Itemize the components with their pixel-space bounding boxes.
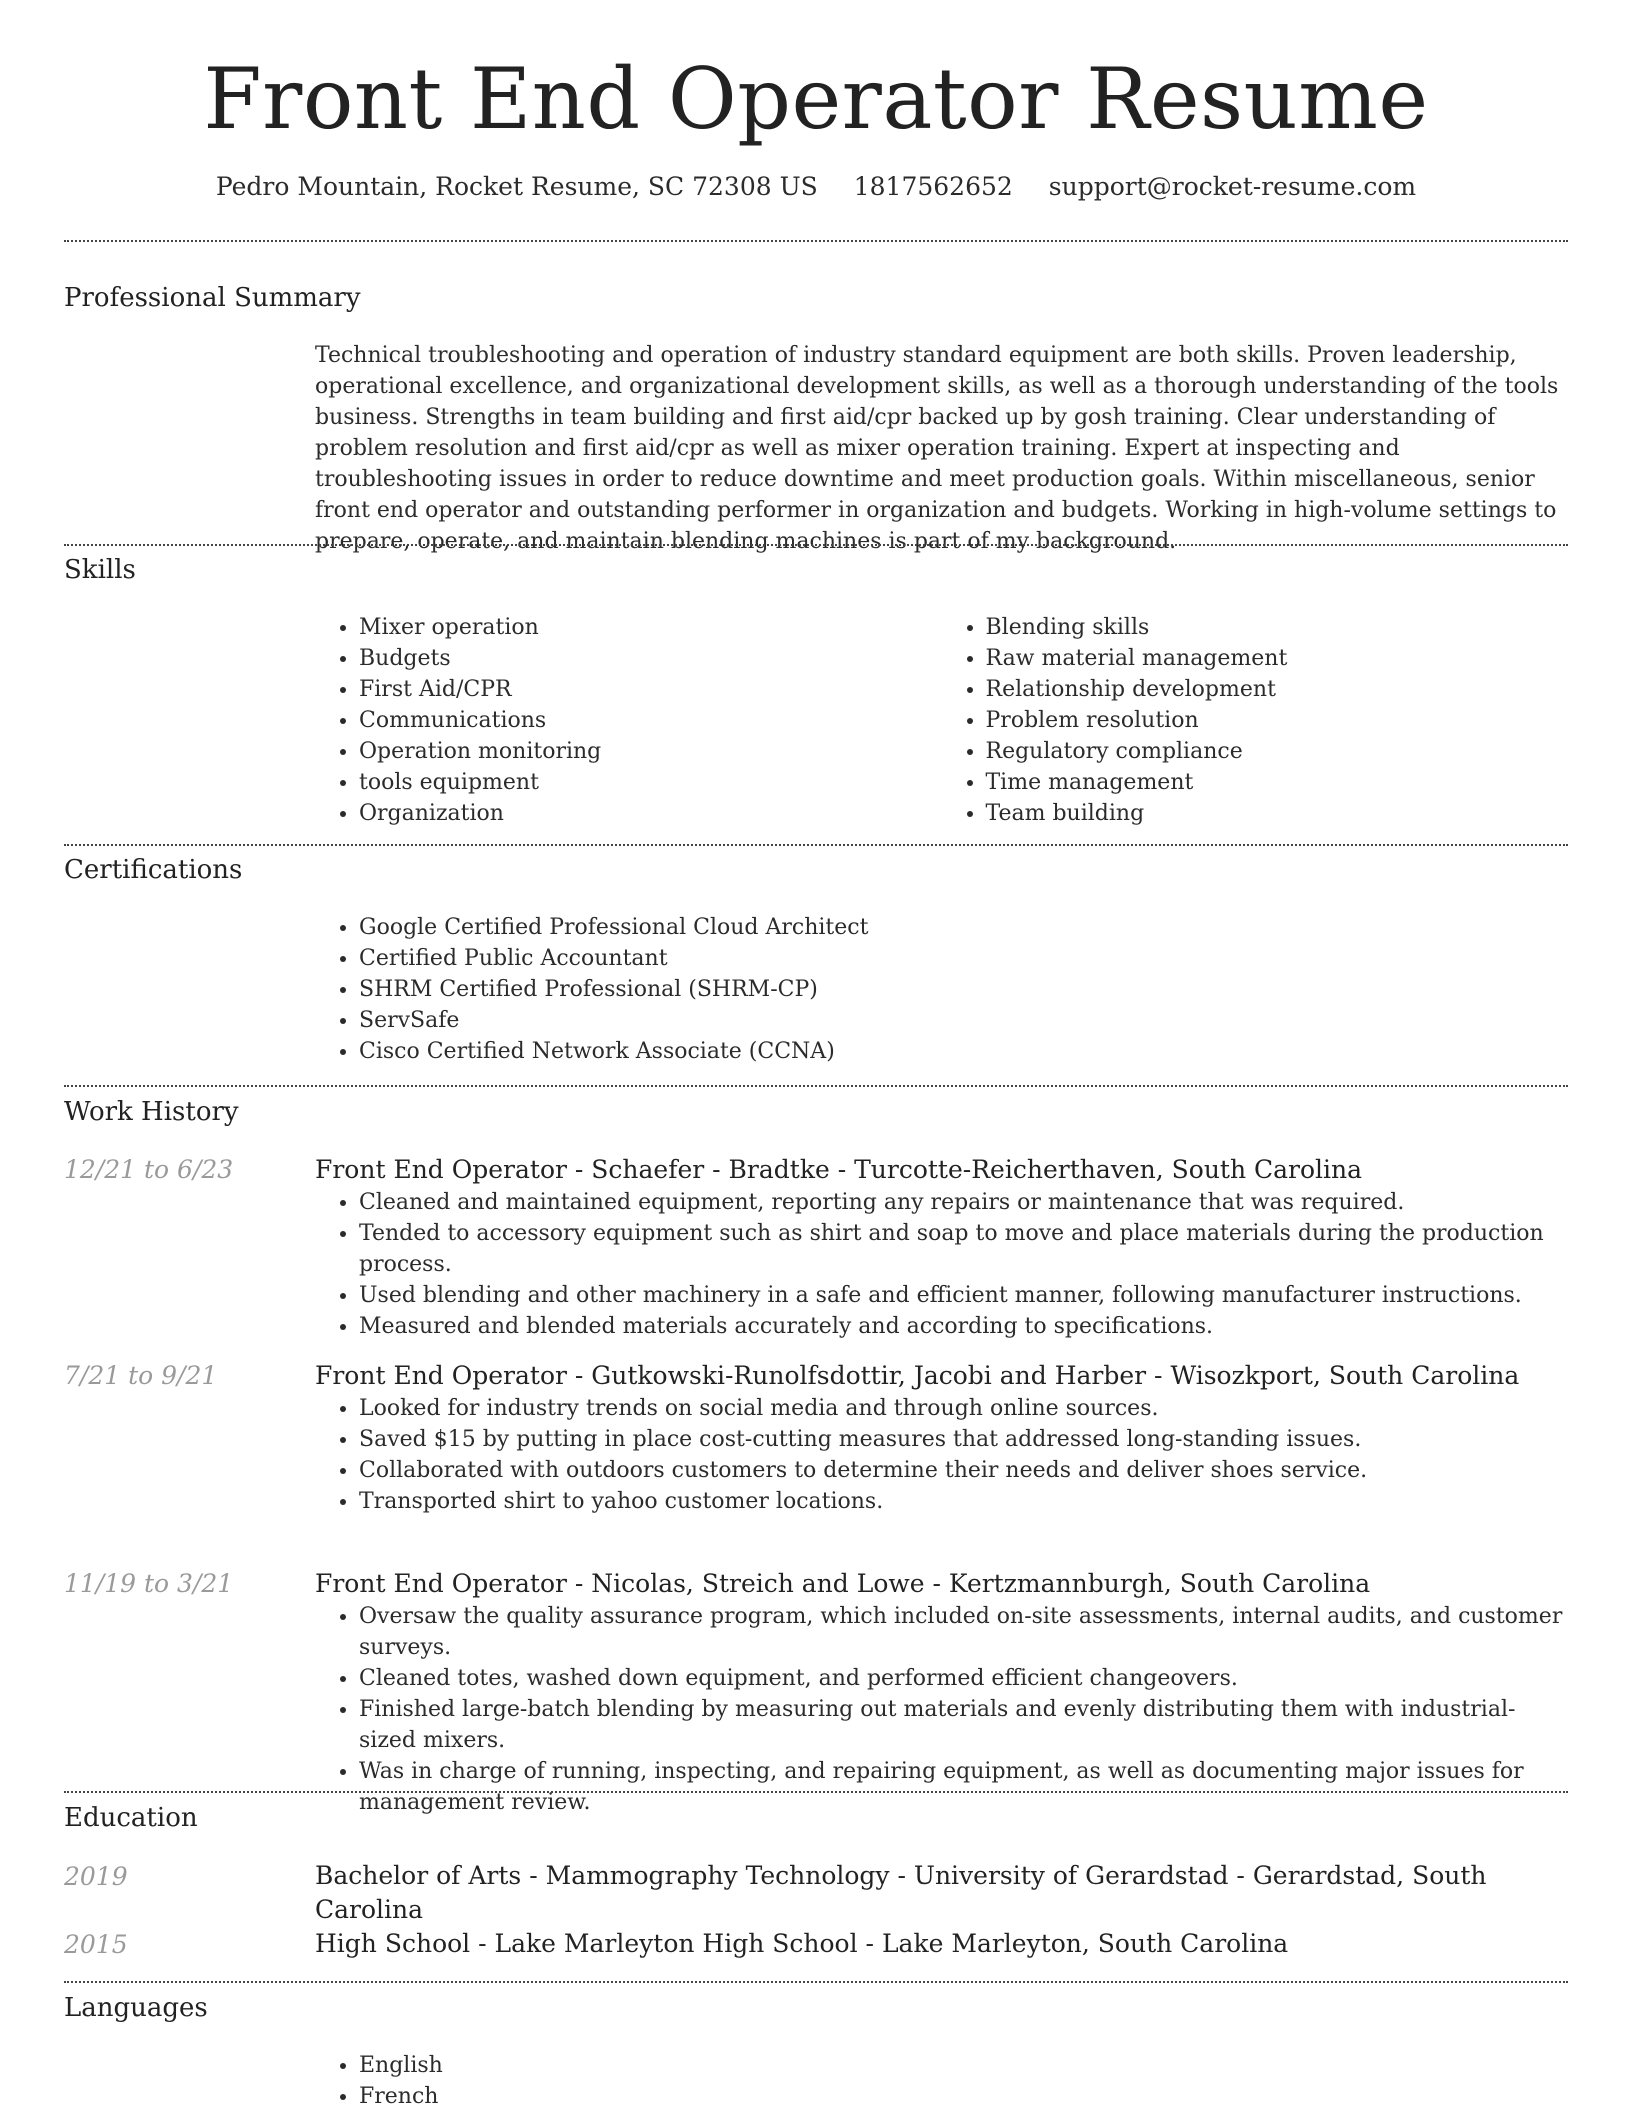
- education-degree: Bachelor of Arts - Mammography Technology - University of Gerardstad - Gerardstad, South Carolina: [315, 1861, 1487, 1924]
- skill-item: • Raw material management: [986, 643, 1569, 674]
- job-duty: • Tended to accessory equipment such as shirt and soap to move and place materials during the production process.: [359, 1218, 1568, 1280]
- contact-email: support@rocket-resume.com: [1048, 172, 1417, 201]
- skill-item: • Regulatory compliance: [986, 736, 1569, 767]
- section-divider: [64, 1981, 1568, 1983]
- summary-section: [315, 340, 1568, 557]
- job-dates: 12/21 to 6/23: [64, 1155, 234, 1184]
- job-entry: [315, 1359, 1568, 1517]
- job-duties: [315, 1393, 1568, 1517]
- section-divider: [64, 844, 1568, 846]
- job-duty: • Measured and blended materials accurately and according to specifications.: [359, 1311, 1568, 1342]
- skills-list: [315, 612, 1568, 829]
- education-entry: [315, 1927, 1568, 1961]
- job-duties: [315, 1187, 1568, 1342]
- job-title: Front End Operator - Schaefer - Bradtke - Turcotte-Reicherthaven, South Carolina: [315, 1155, 1363, 1184]
- section-divider: [64, 240, 1568, 242]
- skills-heading: Skills: [64, 555, 136, 585]
- skill-item: • Blending skills: [986, 612, 1569, 643]
- certifications-heading: Certifications: [64, 855, 243, 885]
- section-divider: [64, 544, 1568, 546]
- education-year: 2015: [64, 1930, 128, 1959]
- job-duty: • Cleaned and maintained equipment, reporting any repairs or maintenance that was required.: [359, 1187, 1568, 1218]
- section-divider: [64, 1791, 1568, 1793]
- summary-heading: Professional Summary: [64, 283, 361, 313]
- skill-item: • Relationship development: [986, 674, 1569, 705]
- languages-section: [315, 2050, 1568, 2112]
- contact-phone: 1817562652: [853, 172, 1013, 201]
- certification-item: • ServSafe: [359, 1005, 1568, 1036]
- education-heading: Education: [64, 1803, 198, 1833]
- skill-item: • Operation monitoring: [359, 736, 942, 767]
- skills-column-left: [315, 612, 942, 829]
- languages-heading: Languages: [64, 1993, 208, 2023]
- language-item: • French: [359, 2081, 1568, 2112]
- job-dates: 7/21 to 9/21: [64, 1361, 218, 1390]
- summary-text: Technical troubleshooting and operation of industry standard equipment are both skills. Proven leadership, operational excellence, and organizational development skills, as well as a thorough understanding of the tools business. Strengths in team building and first aid/cpr backed up by gosh training. Clear understanding of problem resolution and first aid/cpr as well as mixer operation training. Expert at inspecting and troubleshooting issues in order to reduce downtime and meet production goals. Within miscellaneous, senior front end operator and outstanding performer in organization and budgets. Working in high-volume settings to prepare, operate, and maintain blending machines is part of my background.: [315, 343, 1559, 554]
- contact-line: [0, 172, 1632, 201]
- job-entry: [315, 1153, 1568, 1342]
- skill-item: • Communications: [359, 705, 942, 736]
- job-duty: • Collaborated with outdoors customers to determine their needs and deliver shoes service.: [359, 1455, 1568, 1486]
- skill-item: • Budgets: [359, 643, 942, 674]
- job-duty: • Finished large-batch blending by measuring out materials and evenly distributing them with industrial-sized mixers.: [359, 1694, 1568, 1756]
- contact-address: Pedro Mountain, Rocket Resume, SC 72308 US: [215, 172, 818, 201]
- section-divider: [64, 1085, 1568, 1087]
- skill-item: • First Aid/CPR: [359, 674, 942, 705]
- language-item: • English: [359, 2050, 1568, 2081]
- certifications-list: [315, 912, 1568, 1067]
- page-title: Front End Operator Resume: [203, 50, 1429, 148]
- job-duty: • Cleaned totes, washed down equipment, and performed efficient changeovers.: [359, 1663, 1568, 1694]
- job-duty: • Was in charge of running, inspecting, and repairing equipment, as well as documenting major issues for management review.: [359, 1756, 1568, 1818]
- job-duty: • Saved $15 by putting in place cost-cutting measures that addressed long-standing issues.: [359, 1424, 1568, 1455]
- skill-item: • Team building: [986, 798, 1569, 829]
- work-history-heading: Work History: [64, 1097, 239, 1127]
- job-duties: [315, 1601, 1568, 1818]
- job-duty: • Used blending and other machinery in a safe and efficient manner, following manufacturer instructions.: [359, 1280, 1568, 1311]
- education-entry: [315, 1859, 1568, 1927]
- skill-item: • Time management: [986, 767, 1569, 798]
- job-title: Front End Operator - Nicolas, Streich and Lowe - Kertzmannburgh, South Carolina: [315, 1569, 1371, 1598]
- job-dates: 11/19 to 3/21: [64, 1569, 234, 1598]
- job-duty: • Looked for industry trends on social media and through online sources.: [359, 1393, 1568, 1424]
- education-year: 2019: [64, 1862, 128, 1891]
- education-degree: High School - Lake Marleyton High School - Lake Marleyton, South Carolina: [315, 1929, 1289, 1958]
- skill-item: • Organization: [359, 798, 942, 829]
- skill-item: • Problem resolution: [986, 705, 1569, 736]
- skill-item: • tools equipment: [359, 767, 942, 798]
- certification-item: • Cisco Certified Network Associate (CCNA): [359, 1036, 1568, 1067]
- certification-item: • SHRM Certified Professional (SHRM-CP): [359, 974, 1568, 1005]
- languages-list: [315, 2050, 1568, 2112]
- job-entry: [315, 1567, 1568, 1818]
- certifications-section: [315, 912, 1568, 1067]
- job-title: Front End Operator - Gutkowski-Runolfsdottir, Jacobi and Harber - Wisozkport, South Carolina: [315, 1361, 1520, 1390]
- certification-item: • Google Certified Professional Cloud Architect: [359, 912, 1568, 943]
- skill-item: • Mixer operation: [359, 612, 942, 643]
- job-duty: • Transported shirt to yahoo customer locations.: [359, 1486, 1568, 1517]
- skills-column-right: [942, 612, 1569, 829]
- job-duty: • Oversaw the quality assurance program, which included on-site assessments, internal audits, and customer surveys.: [359, 1601, 1568, 1663]
- certification-item: • Certified Public Accountant: [359, 943, 1568, 974]
